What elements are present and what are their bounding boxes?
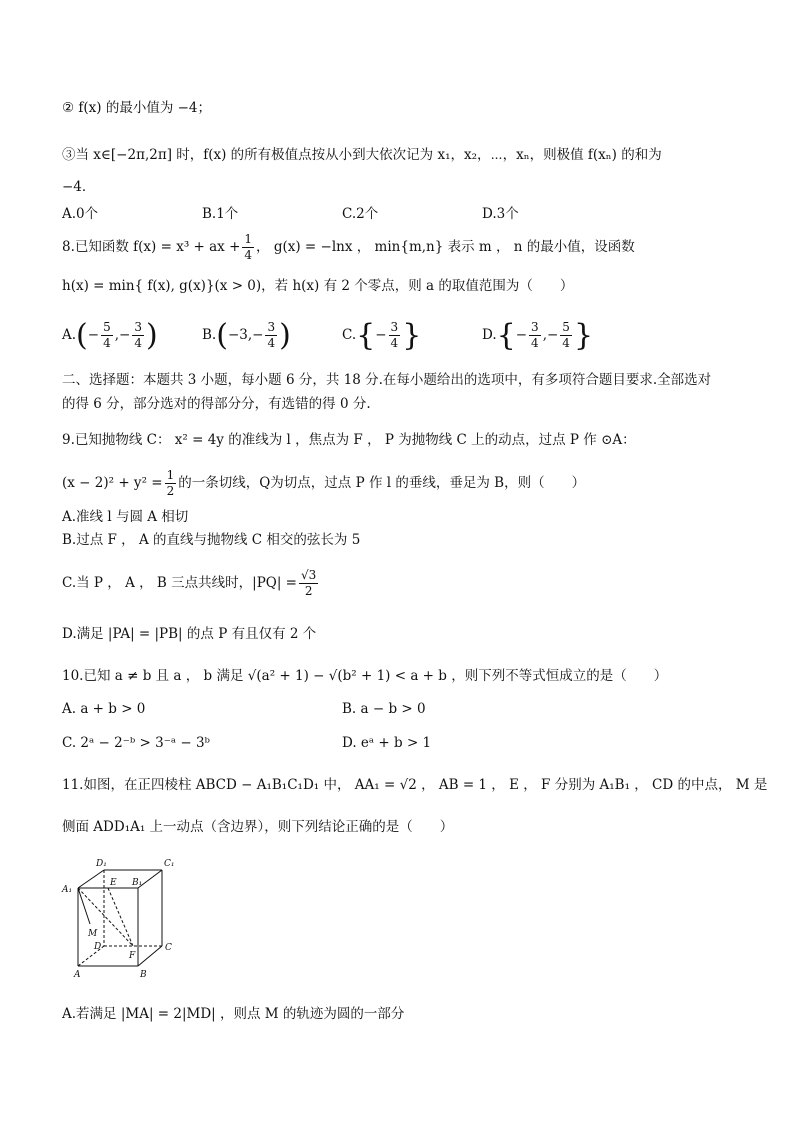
label-f: F [129,951,136,961]
label-a1: A₁ [62,885,73,895]
q9-option-a: A.准线 l 与圆 A 相切 [62,509,189,525]
label-a: A [74,970,81,980]
q8-option-c: C.{− $\frac{3}{4}$ } [342,318,422,353]
label-d1: D₁ [96,859,107,869]
q8-option-b-label: B. [202,327,217,343]
edge-bc [138,946,162,966]
q9-stem-line2 [62,468,585,499]
q8-b-den: 4 [267,336,276,350]
q9-option-b: B.过点 F ， A 的直线与抛物线 C 相交的弦长为 5 [62,532,361,548]
q8-stem-b: ， g(x) = −lnx ， min{m,n} 表示 m ， n 的最小值，设函数 [256,239,635,255]
q11-option-a: A.若满足 |MA| = 2|MD| ，则点 M 的轨迹为圆的一部分 [62,1006,405,1022]
q10-option-a: A. a + b > 0 [62,701,146,717]
q8-option-b: B.(−3,− $\frac{3}{4}$ ) [202,318,291,353]
q8-d-num1: 3 [531,320,539,334]
q8-option-a-label: A. [62,327,77,343]
q8-d-num2: 5 [562,320,570,334]
q9-c-num: √3 [301,568,317,582]
q8-a-den1: 4 [103,336,111,350]
segment-ef [108,888,133,946]
section-2-header: 二、选择题：本题共 3 小题，每小题 6 分，共 18 分.在每小题给出的选项中，有多项符合题目要求.全部选对 [62,372,712,388]
q10-option-d: D. eᵃ + b > 1 [342,735,432,751]
segment-a1m [78,888,90,924]
q8-b-num: 3 [267,320,276,334]
q8-b-pre: −3,− [227,327,264,343]
q8-frac-num: 1 [244,232,253,246]
prism-figure [60,852,190,982]
q9-option-c [62,568,320,599]
label-d: D [94,942,102,952]
q8-d-den1: 4 [531,336,539,350]
q9-stem-rest: 的一条切线，Q为切点，过点 P 作 l 的垂线，垂足为 B，则（ ） [178,475,586,491]
q8-frac-den: 4 [244,248,253,262]
q8-fraction [242,232,254,263]
segment-a1f [78,888,133,946]
section-2-header-cont: 的得 6 分，部分选对的得部分分，有选错的得 0 分. [62,396,371,412]
q8-stem-line1 [62,232,635,263]
label-b: B [140,970,147,980]
edge-a1d1 [78,870,104,888]
q10-option-c: C. 2ᵃ − 2⁻ᵇ > 3⁻ᵃ − 3ᵇ [62,735,210,751]
label-b1: B₁ [132,878,143,888]
q9-stem-line1: 9.已知抛物线 C： x² = 4y 的准线为 l ，焦点为 F ， P 为抛物线 C 上的动点，过点 P 作 ⊙A： [62,432,636,448]
q8-a-num2: 3 [134,320,142,334]
statement-3: ③当 x∈[−2π,2π] 时，f(x) 的所有极值点按从小到大依次记为 x₁，x₂，⋯，xₙ，则极值 f(xₙ) 的和为 [62,147,662,163]
q11-stem-line1: 11.如图，在正四棱柱 ABCD − A₁B₁C₁D₁ 中， AA₁ = √2 ， AB = 1 ， E ， F 分别为 A₁B₁ ， CD 的中点， M 是 [62,777,768,793]
q8-option-d: D.{− $\frac{3}{4}$ ,− $\frac{5}{4}$ } [482,318,594,353]
statement-2: ② f(x) 的最小值为 −4； [62,100,212,116]
label-e: E [110,878,117,888]
q9-option-c-text: C.当 P ， A ， B 三点共线时，|PQ| = [62,575,297,591]
q11-stem-line2: 侧面 ADD₁A₁ 上一动点（含边界），则下列结论正确的是（ ） [62,819,454,835]
q8-option-a: A.(− $\frac{5}{4}$ ,− $\frac{3}{4}$ ) [62,318,158,353]
q8-d-den2: 4 [562,336,570,350]
label-c: C [165,943,172,953]
q8-stem-line2: h(x) = min{ f(x), g(x)}(x > 0)，若 h(x) 有 2 个零点，则 a 的取值范围为（ ） [62,278,574,294]
q8-stem-a: 8.已知函数 f(x) = x³ + ax + [62,239,241,255]
q9-option-d: D.满足 |PA| = |PB| 的点 P 有且仅有 2 个 [62,626,317,642]
label-c1: C₁ [164,859,175,869]
q7-option-c: C.2个 [342,206,379,222]
q9-frac-den: 2 [166,484,175,498]
q9-circle-eq: (x − 2)² + y² = [62,475,163,491]
q7-option-d: D.3个 [482,206,519,222]
q8-a-den2: 4 [134,336,142,350]
q7-option-a: A.0个 [62,206,99,222]
q8-c-den: 4 [390,336,399,350]
label-m: M [88,929,98,939]
q10-stem: 10.已知 a ≠ b 且 a ， b 满足 √(a² + 1) − √(b² + 1) < a + b ，则下列不等式恒成立的是（ ） [62,668,668,684]
q7-option-b: B.1个 [202,206,239,222]
q9-frac-num: 1 [166,468,175,482]
q8-option-c-label: C. [342,327,357,343]
q10-option-b: B. a − b > 0 [342,701,426,717]
q8-a-num1: 5 [103,320,111,334]
q8-c-num: 3 [390,320,399,334]
statement-3-cont: −4． [62,179,96,195]
q8-option-d-label: D. [482,327,497,343]
q9-c-den: 2 [304,584,313,598]
